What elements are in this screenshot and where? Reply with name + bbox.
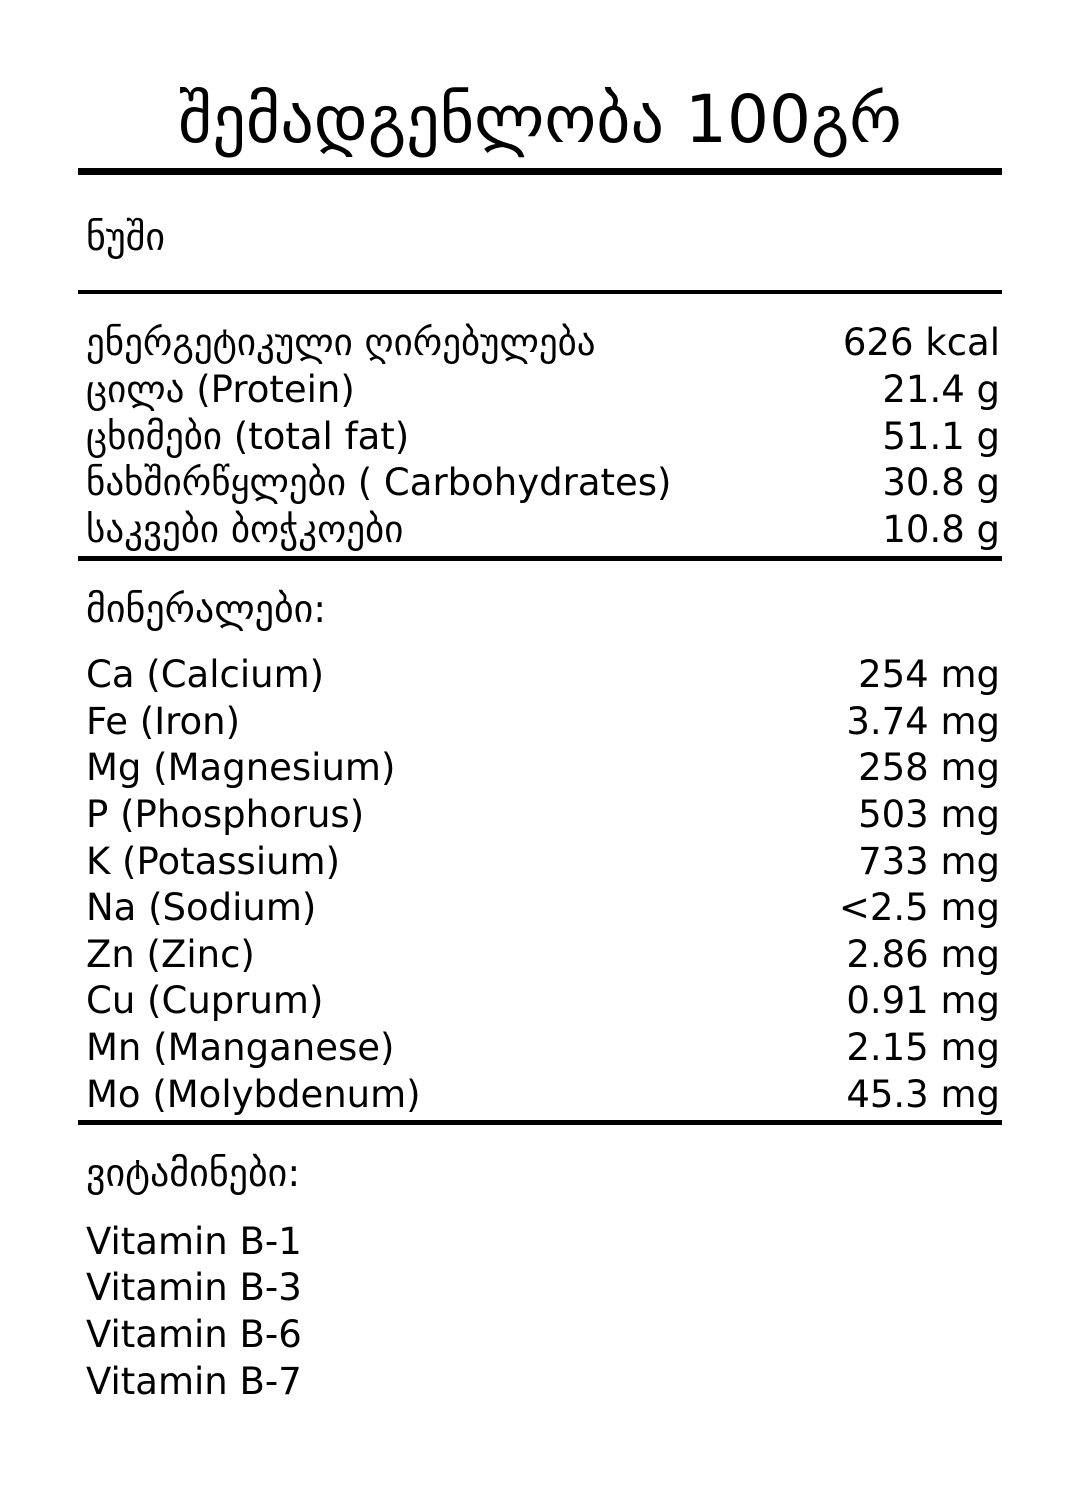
table-row [78,839,1002,886]
mineral-value: 0.91 mg [846,979,1000,1023]
table-row [78,367,1002,414]
table-row [78,699,1002,746]
vitamins-heading: ვიტამინები: [86,1151,301,1196]
list-item: Vitamin B-3 [86,1266,302,1310]
nutrient-value: 626 kcal [842,321,1000,365]
vitamins-list [78,1219,1002,1405]
nutrient-label: საკვები ბოჭკოები [86,507,404,551]
table-row [78,932,1002,979]
nutrient-label: ცხიმები (total fat) [86,414,410,458]
nutrient-label: ცილა (Protein) [86,368,355,412]
product-divider [78,290,1002,294]
minerals-table [78,652,1002,1125]
mineral-label: Ca (Calcium) [86,653,325,697]
mineral-label: Mg (Magnesium) [86,746,396,790]
table-row [78,652,1002,699]
table-row [78,507,1002,554]
table-row [78,978,1002,1025]
table-row [78,792,1002,839]
nutrient-value: 10.8 g [882,507,1000,551]
mineral-value: 733 mg [858,839,1000,883]
mineral-value: 2.86 mg [846,932,1000,976]
table-row [78,1072,1002,1119]
list-item: Vitamin B-1 [86,1219,302,1263]
mineral-label: Cu (Cuprum) [86,979,324,1023]
mineral-label: Fe (Iron) [86,699,241,743]
product-name: ნუში [86,214,166,259]
mineral-value: 254 mg [858,653,1000,697]
table-row [78,460,1002,507]
nutrient-label: ნახშირწყლები ( Carbohydrates) [86,461,672,505]
table-row [78,1025,1002,1072]
mineral-label: P (Phosphorus) [86,792,365,836]
mineral-value: 2.15 mg [846,1026,1000,1069]
mineral-value: 503 mg [858,792,1000,836]
macronutrient-table [78,320,1002,560]
table-row [78,320,1002,367]
mineral-value: 258 mg [858,746,1000,790]
mineral-value: 3.74 mg [846,699,1000,743]
title-divider [78,168,1002,175]
mineral-label: Na (Sodium) [86,886,317,930]
minerals-heading: მინერალები: [86,586,327,631]
mineral-label: Mo (Molybdenum) [86,1072,421,1116]
list-item: Vitamin B-6 [86,1313,302,1357]
mineral-label: K (Potassium) [86,839,341,883]
mineral-label: Mn (Manganese) [86,1026,395,1069]
table-row [78,745,1002,792]
nutrient-value: 21.4 g [882,368,1000,412]
nutrient-label: ენერგეტიკული ღირებულება [86,321,596,365]
mineral-label: Zn (Zinc) [86,932,255,976]
table-row [78,885,1002,932]
nutrient-value: 30.8 g [882,461,1000,505]
list-item: Vitamin B-7 [86,1359,302,1403]
mineral-value: <2.5 mg [838,886,1000,930]
mineral-value: 45.3 mg [846,1072,1000,1116]
page-title: შემადგენლობა 100გრ [178,81,902,158]
nutrient-value: 51.1 g [882,414,1000,458]
table-row [78,414,1002,461]
